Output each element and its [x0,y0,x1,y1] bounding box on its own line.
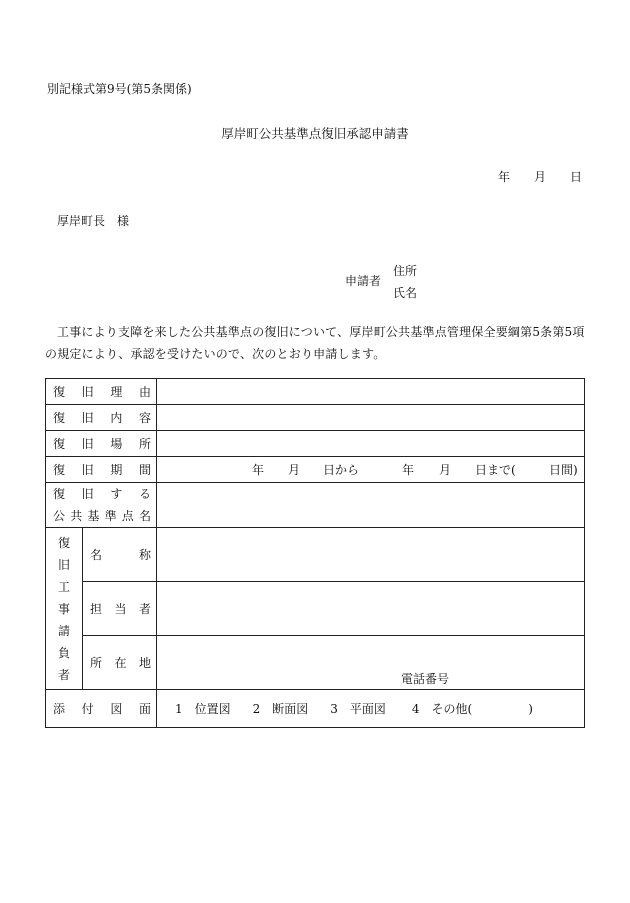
label-char: 工 [57,579,70,594]
label-char: 所 [90,656,103,670]
contractor-manager-label [90,600,151,617]
page-title: 厚岸町公共基準点復旧承認申請書 [221,126,409,141]
row-contractor-manager [46,582,585,636]
label-char: 内 [110,411,123,425]
label-char: 復 [53,437,66,451]
label-char: 旧 [81,411,94,425]
label-char: 共 [70,509,83,523]
label-char: 添 [53,702,66,716]
label-char: 付 [81,702,94,716]
label-char: 名 [90,548,103,562]
label-char: 地 [138,656,151,670]
label-char: 準 [104,509,117,523]
row-place [46,431,585,457]
addressee: 厚岸町長 様 [57,214,130,228]
label-char: 者 [138,602,151,616]
content-label [53,409,151,426]
label-char: 面 [138,702,151,716]
row-period [46,457,585,483]
application-statement: 工事により支障を来した公共基準点の復旧について、厚岸町公共基準点管理保全要綱第5条第5項の規定により、承認を受けたいので、次のとおり申請します。 [45,325,585,361]
label-char: 点 [121,509,134,523]
label-char: 旧 [57,557,70,572]
applicant-label: 申請者 [345,274,382,288]
phone-label: 電話番号 [401,672,450,686]
label-char: 容 [138,411,151,425]
contractor-name-field[interactable] [157,528,585,582]
row-content [46,405,585,431]
form-id: 別記様式第9号(第5条関係) [47,82,192,96]
date-month: 月 [533,170,546,184]
contractor-name-label [90,546,151,563]
date-day: 日 [569,170,582,184]
period-year1: 年 [252,463,265,477]
contractor-location-label [90,654,151,671]
label-char: 期 [110,463,123,477]
period-month1: 月 [288,463,301,477]
application-form-table [45,378,585,728]
attachment-cross-section[interactable]: 2 断面図 [252,702,309,716]
label-char: 基 [87,509,100,523]
label-char: 復 [53,411,66,425]
row-contractor-location [46,636,585,690]
label-char: 復 [57,535,70,550]
label-char: 理 [110,385,123,399]
label-char: 負 [57,646,70,661]
row-attachments [46,690,585,728]
label-char: 旧 [81,487,94,501]
place-label [53,435,151,452]
label-char: 事 [57,601,70,616]
attachment-plan-view[interactable]: 3 平面図 [330,702,386,716]
period-label [53,461,151,478]
label-char: 在 [114,656,127,670]
attachment-location-map[interactable]: 1 位置図 [175,702,231,716]
period-year2: 年 [402,463,415,477]
label-char: 旧 [81,437,94,451]
label-char: 称 [138,548,151,562]
attachment-other[interactable]: 4 その他( [411,702,473,716]
label-char: 旧 [81,463,94,477]
label-char: 請 [57,624,70,639]
label-char: 名 [138,509,151,523]
label-char: 担 [90,602,103,616]
attachment-other-close: ) [528,702,533,716]
label-char: 復 [53,385,66,399]
attachments-label [53,700,151,717]
target-label-line2 [53,505,151,527]
target-field[interactable] [157,483,585,528]
label-char: 復 [53,463,66,477]
label-char: す [110,487,123,501]
label-char: る [138,487,151,501]
application-date [498,168,582,185]
label-char: 旧 [81,385,94,399]
contractor-location-field[interactable] [157,636,585,690]
content-field[interactable] [157,405,585,431]
address-label: 住所 [393,264,418,278]
label-char: 図 [110,702,123,716]
period-until: 日まで( [475,463,516,477]
period-from: 日から [323,463,360,477]
label-char: 復 [53,487,66,501]
place-field[interactable] [157,431,585,457]
label-char: 公 [53,509,66,523]
contractor-vertical-label [46,530,82,688]
label-char: 間 [138,463,151,477]
name-label: 氏名 [393,286,418,300]
period-days: 日間) [549,463,578,477]
row-contractor-name [46,528,585,582]
label-char: 当 [114,602,127,616]
period-month2: 月 [439,463,452,477]
attachments-field[interactable] [157,690,585,728]
reason-field[interactable] [157,379,585,405]
label-char: 場 [110,437,123,451]
label-char: 者 [57,668,70,683]
row-reason [46,379,585,405]
date-year: 年 [497,170,510,184]
label-char: 所 [138,437,151,451]
period-field[interactable] [157,457,585,483]
row-target [46,483,585,528]
contractor-manager-field[interactable] [157,582,585,636]
reason-label [53,383,151,400]
target-label-line1 [53,483,153,505]
label-char: 由 [138,385,151,399]
